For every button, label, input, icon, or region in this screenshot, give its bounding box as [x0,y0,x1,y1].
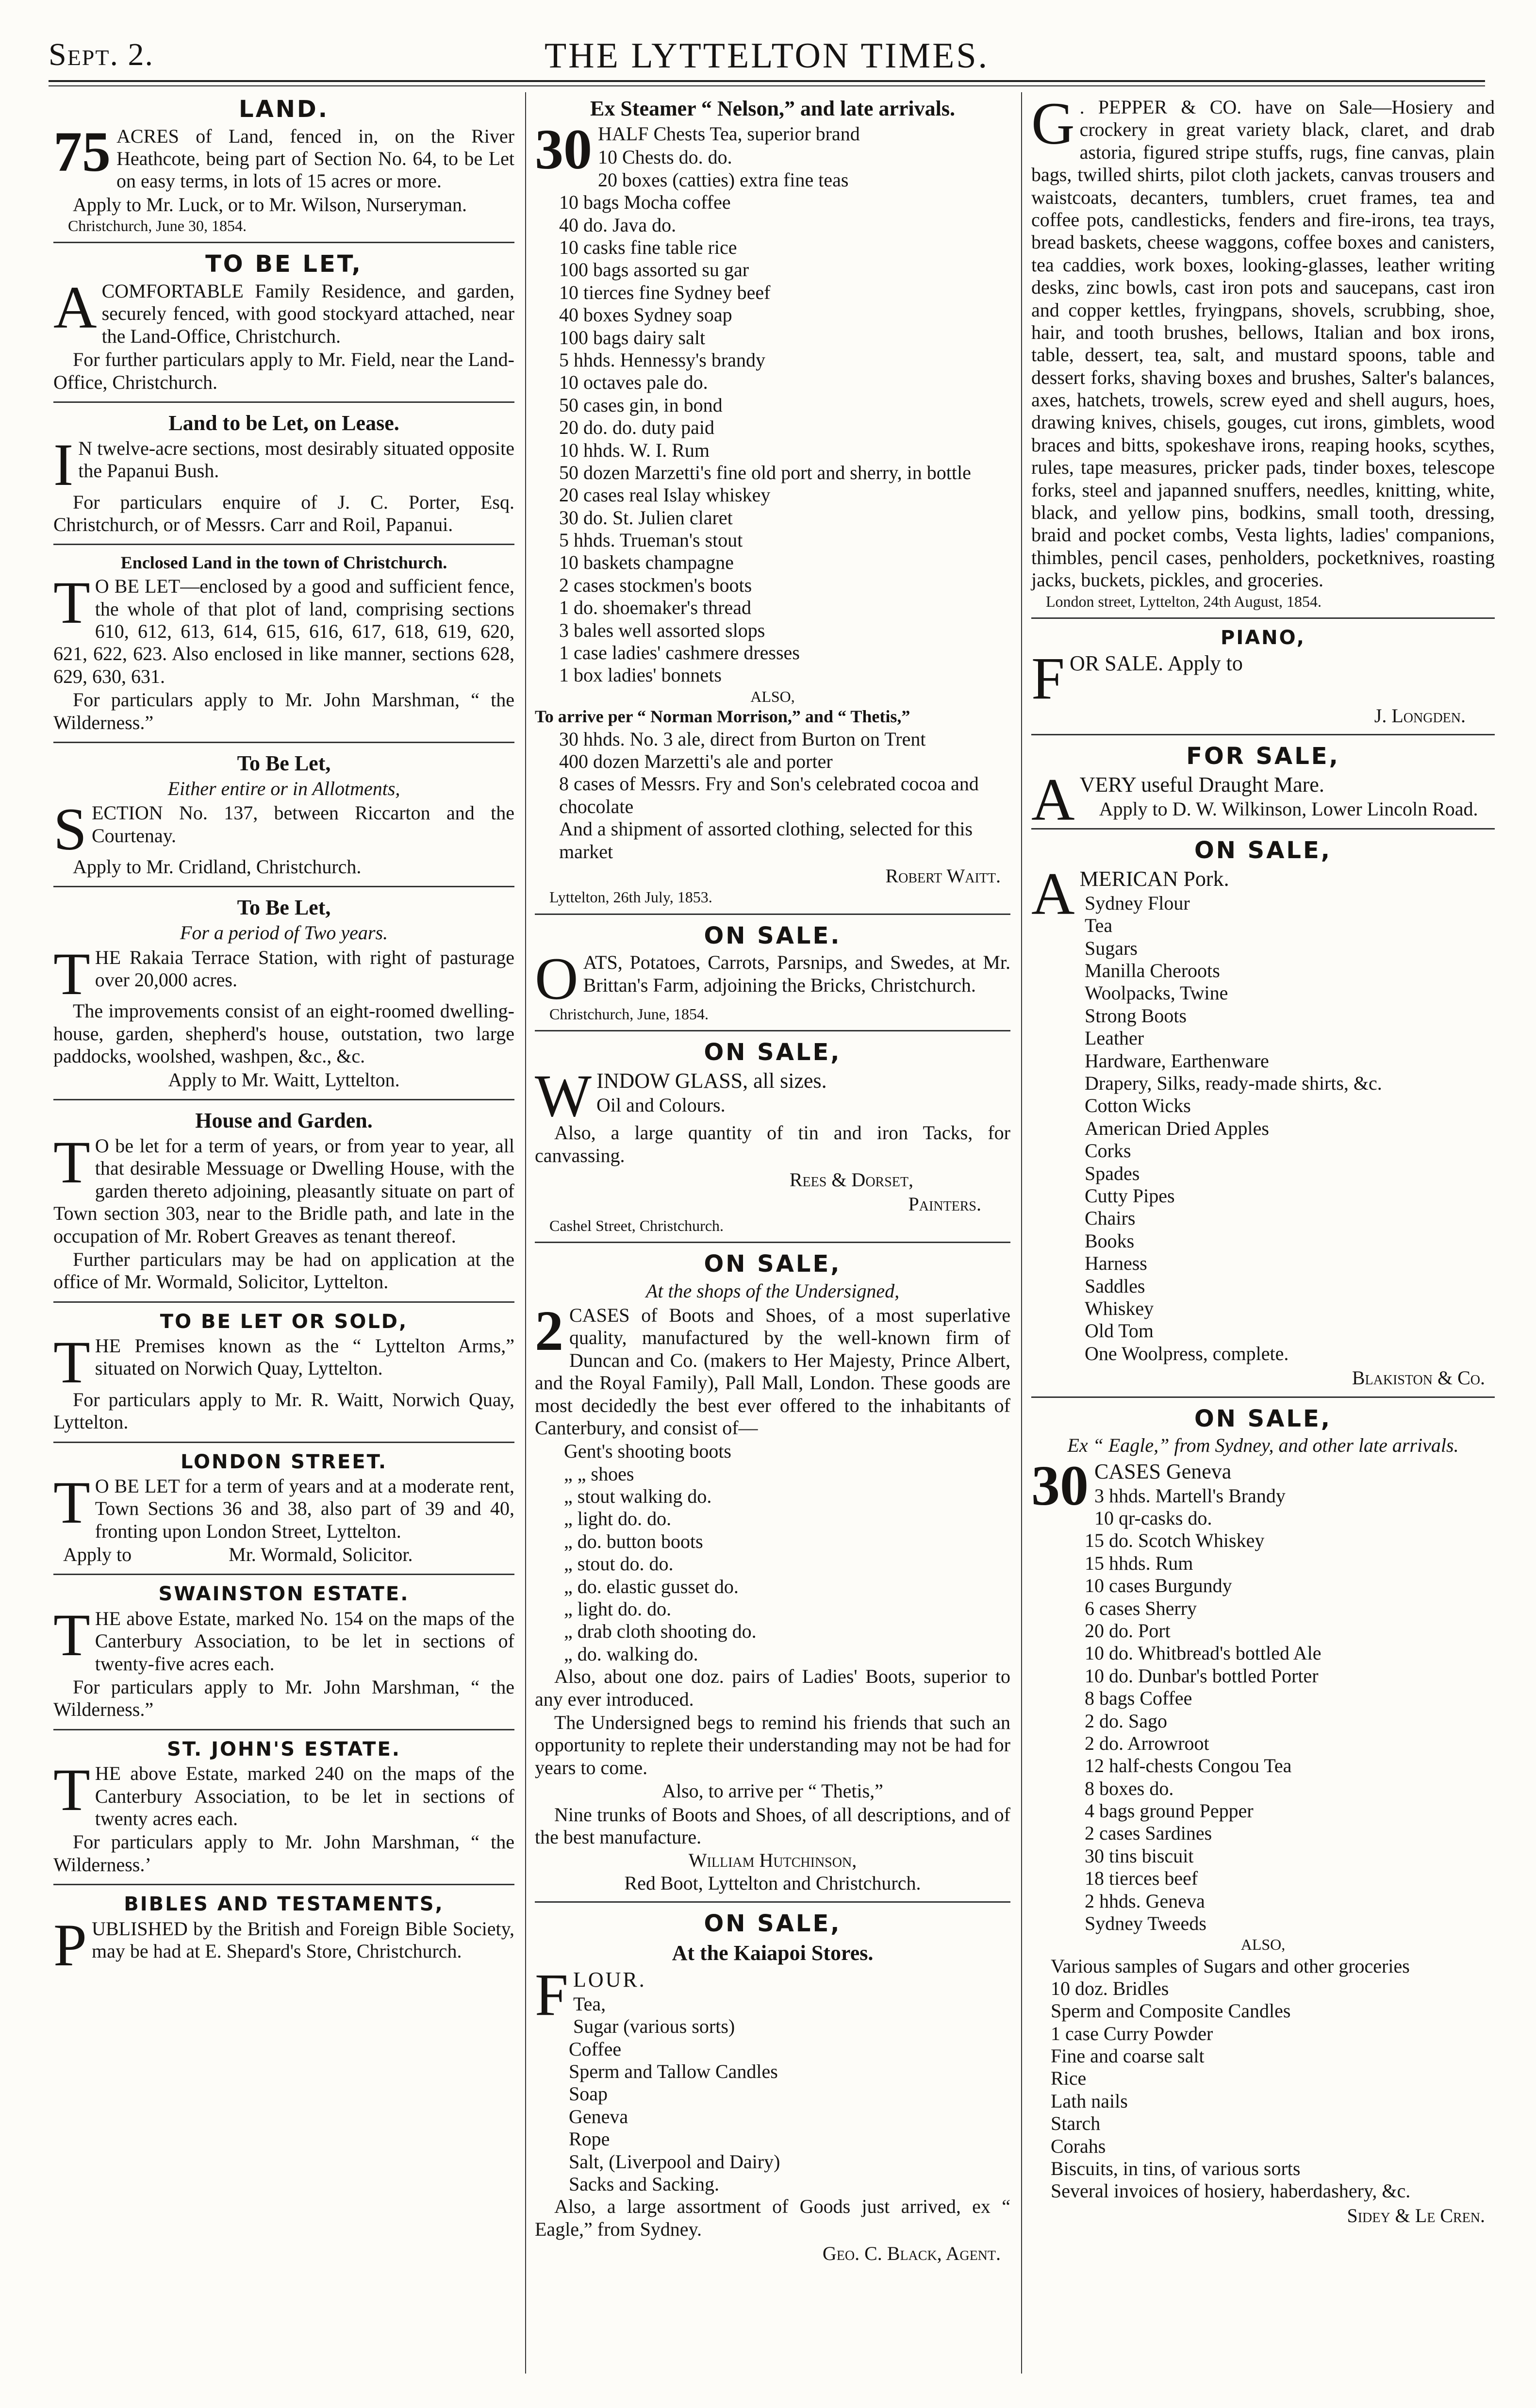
ad-separator [53,401,514,403]
ad-eagle [1031,1402,1495,2232]
list-item: 1 case Curry Powder [1051,2022,1213,2044]
list-item: Chairs [1085,1207,1136,1229]
list-item: 5 hhds. Hennessy's brandy [559,349,765,371]
list-item: Woolpacks, Twine [1085,982,1228,1004]
ad-swainston [53,1579,514,1727]
ad-mare [1031,739,1495,833]
list-item: „ do. elastic gusset do. [564,1575,739,1597]
list-item: 10 do. Dunbar's bottled Porter [1085,1664,1319,1687]
ad-dateline: Lyttelton, 26th July, 1853. [549,888,712,906]
list-item: 10 casks fine table rice [559,236,737,258]
list-item: 50 dozen Marzetti's fine old port and sherry, in bottle [559,461,971,483]
goods-list [1085,892,1495,1365]
ad-body-2: Also, about one doz. pairs of Ladies' Boots, superior to any ever introduced. [535,1665,1010,1710]
ad-oats [535,919,1010,1028]
drop-number: 2 [535,1298,563,1362]
list-item: 50 cases gin, in bond [559,394,723,416]
list-item: Gent's shooting boots [564,1440,731,1462]
list-item: 8 cases of Messrs. Fry and Son's celebrated cocoa and chocolate [559,773,979,817]
list-item: 15 hhds. Rum [1085,1552,1193,1574]
ad-separator [53,544,514,545]
ad-apply: For particulars apply to Mr. John Marshman, “ the Wilderness.’ [53,1831,514,1876]
list-item: 12 half-chests Congou Tea [1085,1755,1292,1777]
ad-body: ATS, Potatoes, Carrots, Parsnips, and Swedes, at Mr. Brittan's Farm, adjoining the Bricks, Christchurch. [583,951,1010,996]
ad-apply: For further particulars apply to Mr. Field, near the Land-Office, Christchurch. [53,349,514,393]
ad-heading: TO BE LET, [205,250,363,278]
ad-piano [1031,623,1495,732]
ad-separator [53,1099,514,1100]
ad-arrive: To arrive per “ Norman Morrison,” and “ Thetis,” [535,706,910,726]
column-1 [53,92,514,1978]
list-item: 10 cases Burgundy [1085,1575,1232,1597]
list-item: 15 do. Scotch Whiskey [1085,1529,1265,1552]
list-item: 1 case ladies' cashmere dresses [559,642,800,664]
list-item: 20 do. do. duty paid [559,416,714,439]
ad-separator [535,1901,1010,1903]
ad-apply: Apply to Mr. Cridland, Christchurch. [73,855,362,878]
list-item: 8 boxes do. [1085,1777,1174,1799]
list-item: 1 do. shoemaker's thread [559,597,751,619]
list-item: 40 boxes Sydney soap [559,304,732,326]
drop-cap: W [535,1062,592,1129]
ad-heading: Land to be Let, on Lease. [168,411,399,435]
ad-to-be-let [53,247,514,399]
ad-body: HE above Estate, marked No. 154 on the maps of the Canterbury Association, to be let in sections of twenty-five acres each. [95,1607,514,1675]
drop-cap: A [1031,766,1075,833]
ad-body-3: The Undersigned begs to remind his friends that such an opportunity to replete their understanding may not be had for years to come. [535,1711,1010,1778]
list-item: Manilla Cheroots [1085,960,1220,982]
ad-signature: Geo. C. Black, Agent. [822,2242,1001,2265]
list-item: Various samples of Sugars and other groceries [1051,1955,1410,1977]
ad-separator [1031,734,1495,735]
drop-cap: S [53,796,87,863]
list-item: Strong Boots [1085,1004,1187,1027]
list-item: Whiskey [1085,1297,1154,1319]
ad-heading: ON SALE, [704,1250,842,1278]
ad-body: HE above Estate, marked 240 on the maps of the Canterbury Association, to be let in sections of twenty acres each. [95,1762,514,1829]
ad-body: INDOW GLASS, all sizes. [596,1068,827,1093]
list-item: „ stout do. do. [564,1553,674,1575]
ad-heading: LONDON STREET. [180,1450,388,1473]
ad-rakaia [53,891,514,1097]
ad-body-2: Also, a large quantity of tin and iron Tacks, for canvassing. [535,1122,1010,1166]
ad-bibles [53,1889,514,1978]
goods-list [1085,1485,1495,1935]
ad-separator [53,242,514,243]
list-item: 400 dozen Marzetti's ale and porter [559,750,833,773]
goods-list [564,1440,1010,1665]
ad-heading: SWAINSTON ESTATE. [158,1583,410,1606]
drop-cap: A [1031,860,1075,927]
list-item: „ „ shoes [564,1462,634,1485]
also-label: ALSO, [1240,1936,1286,1954]
ad-heading: FOR SALE, [1186,743,1340,770]
list-item: Leather [1085,1027,1144,1049]
list-item: 10 baskets champagne [559,551,734,574]
ad-body: COMFORTABLE Family Residence, and garden, securely fenced, with good stockyard attached, near the Land-Office, Christchurch. [101,280,514,347]
ad-signature: Robert Waitt. [885,865,1001,887]
list-item: Rope [569,2128,610,2150]
ad-heading: ON SALE, [1194,837,1332,864]
list-item: Harness [1085,1252,1147,1275]
ad-apply: For particulars apply to Mr. John Marshman, “ the Wilderness.” [53,689,514,733]
ad-separator [1031,617,1495,619]
ad-signature: Sidey & Le Cren. [1347,2204,1485,2226]
ad-dateline: Cashel Street, Christchurch. [549,1216,724,1234]
ad-land [53,92,514,240]
list-item: „ do. button boots [564,1530,703,1552]
list-item: 20 cases real Islay whiskey [559,484,771,506]
list-item: „ light do. do. [564,1598,672,1620]
drop-cap: T [53,569,90,636]
ad-dateline: Christchurch, June, 1854. [549,1005,709,1023]
ad-apply-name: Mr. Wormald, Solicitor. [229,1544,413,1566]
ad-apply: Apply to Mr. Luck, or to Mr. Wilson, Nurseryman. [73,193,467,216]
list-item: Cutty Pipes [1085,1184,1175,1207]
drop-cap: F [535,1961,568,2028]
ad-apply: For particulars enquire of J. C. Porter, Esq. Christchurch, or of Messrs. Carr and Roil, Papanui. [53,491,514,536]
ad-heading: ST. JOHN'S ESTATE. [167,1738,401,1760]
ad-land-lease [53,407,514,542]
ad-subheading: At the Kaiapoi Stores. [672,1941,874,1965]
ad-heading: TO BE LET OR SOLD, [160,1310,408,1333]
list-item: Sydney Tweeds [1085,1912,1206,1935]
list-item: 10 doz. Bridles [1051,1977,1169,1999]
drop-cap: T [53,940,90,1007]
ad-signature-2: Painters. [908,1193,981,1215]
ad-heading: House and Garden. [195,1108,373,1132]
goods-list-2 [1051,1955,1495,2203]
goods-list-2 [559,728,1010,863]
drop-cap: T [53,1329,90,1396]
list-item: 4 bags ground Pepper [1085,1800,1254,1822]
ad-first-line: MERICAN Pork. [1079,866,1229,891]
list-item: Sperm and Tallow Candles [569,2060,778,2082]
list-item: „ drab cloth shooting do. [564,1620,757,1643]
ad-separator [53,886,514,887]
ad-signature: William Hutchinson, [688,1849,857,1872]
ad-body: N twelve-acre sections, most desirably situated opposite the Papanui Bush. [78,437,514,482]
ad-heading: BIBLES AND TESTAMENTS, [124,1893,444,1916]
ad-nelson [535,92,1010,912]
list-item: Starch [1051,2112,1101,2135]
column-2 [535,92,1010,2270]
ad-apply: For particulars apply to Mr. John Marshman, “ the Wilderness.” [53,1676,514,1721]
ad-kaiapoi [535,1907,1010,2270]
list-item: Tea [1085,914,1113,937]
ad-subheading: At the shops of the Undersigned, [645,1279,900,1302]
list-item: Books [1085,1229,1135,1252]
ad-dateline: Christchurch, June 30, 1854. [68,217,247,235]
list-item: Sacks and Sacking. [569,2173,719,2195]
masthead-rule-thin [49,85,1485,86]
list-item: Saddles [1085,1275,1145,1297]
list-item: 10 octaves pale do. [559,371,708,394]
ad-boots [535,1247,1010,1899]
drop-cap: T [53,1469,90,1536]
drop-cap: P [53,1911,87,1978]
ad-enclosed-land [53,549,514,739]
list-item: Biscuits, in tins, of various sorts [1051,2158,1301,2180]
list-item: Fine and coarse salt [1051,2045,1205,2067]
ad-body: OR SALE. Apply to [1069,651,1243,676]
ad-first-line: CASES Geneva [1094,1459,1232,1483]
list-item: Sugar (various sorts) [573,2015,735,2038]
drop-cap: G [1031,90,1075,157]
list-item: American Dried Apples [1085,1117,1269,1139]
issue-date: Sept. 2. [49,37,154,72]
list-item: 2 cases stockmen's boots [559,574,752,596]
ad-body-4: Nine trunks of Boots and Shoes, of all descriptions, and of the best manufacture. [535,1803,1010,1848]
list-item: Corahs [1051,2135,1106,2157]
list-item: One Woolpress, complete. [1085,1342,1289,1364]
ad-house-garden [53,1104,514,1299]
ad-body: VERY useful Draught Mare. [1079,772,1324,797]
ad-separator [1031,1396,1495,1398]
ad-signature-2: Red Boot, Lyttelton and Christchurch. [624,1872,921,1894]
ad-subheading: Ex “ Eagle,” from Sydney, and other late arrivals. [1067,1434,1459,1457]
ad-heading: ON SALE, [704,1910,842,1938]
ad-section-137 [53,747,514,884]
drop-cap: I [53,432,74,498]
list-item: Several invoices of hosiery, haberdashery, &c. [1051,2180,1411,2202]
ad-body-2: The improvements consist of an eight-roomed dwelling-house, garden, shepherd's house, outstation, two large paddocks, woolshed, washpen, &c., &c. [53,1000,514,1067]
ad-separator [53,1301,514,1303]
also-label: ALSO, [750,687,795,705]
list-item: Rice [1051,2067,1087,2090]
ad-body: . PEPPER & CO. have on Sale—Hosiery and crockery in great variety black, claret, and drab astoria, figured stripe stuffs, rugs, fine canvas, plain bags, twilled shirts, pilot cloth jackets, canvas trousers and waistcoats, decanters, tumblers, cruet frames, tea and coffee pots, candlesticks, fenders and fire-irons, tea trays, bread baskets, cheese waggons, coffee boxes and canisters, tea caddies, work boxes, looking-glasses, leather writing desks, zinc bowls, cast iron pots and saucepans, cast iron and copper kettles, fryingpans, shovels, scrubbing, shoe, hair, and tooth brushes, bellows, Italian and box irons, table, dessert, tea, salt, and mustard spoons, table and dessert forks, shaving boxes and brushes, Salter's balances, axes, hatchets, trowels, screw eyed and shell augurs, hoes, drawing knives, chisels, gouges, cut irons, gimblets, wood braces and bitts, spokeshave irons, reaping hooks, scythes, rules, tape measures, pricker pads, tinder boxes, telescope forks, steel and japanned snuffers, needles, knitting, white, black, and yellow pins, bodkins, small tooth, dressing, braid and pocket combs, Vesta lights, ladies' companions, thimbles, pencil cases, penholders, pocketknives, roasting jacks, buckets, pickles, and groceries. [1031,96,1495,591]
ad-heading: PIANO, [1221,626,1305,649]
ad-heading: To Be Let, [237,896,331,920]
drop-number: 30 [1031,1453,1089,1517]
list-item: Spades [1085,1162,1140,1184]
list-item: Drapery, Silks, ready-made shirts, &c. [1085,1072,1382,1095]
drop-cap: F [1031,645,1065,712]
list-item: 100 bags dairy salt [559,326,706,349]
ad-heading: Ex Steamer “ Nelson,” and late arrivals. [590,97,956,120]
ad-separator [53,1729,514,1730]
ad-separator [1031,828,1495,830]
drop-number: 30 [535,117,592,182]
list-item: 3 hhds. Martell's Brandy [1094,1484,1286,1507]
ad-apply-label: Apply to [63,1544,132,1566]
list-item: Sydney Flour [1085,892,1190,914]
list-item: 3 bales well assorted slops [559,619,765,641]
list-item: 1 box ladies' bonnets [559,664,722,686]
drop-cap: O [535,946,578,1013]
list-item: Salt, (Liverpool and Dairy) [569,2150,780,2173]
list-item: Old Tom [1085,1320,1154,1342]
ad-body: O BE LET—enclosed by a good and sufficient fence, the whole of that plot of land, comprising sections 610, 612, 613, 614, 615, 616, 617, 618, 619, 620, 621, 622, 623. Also enclosed in like manner, sections 628, 629, 630, 631. [53,575,514,687]
ad-separator [53,1574,514,1575]
drop-cap: T [53,1601,90,1668]
list-item: Hardware, Earthenware [1085,1049,1269,1072]
ad-pepper [1031,92,1495,615]
list-item: And a shipment of assorted clothing, selected for this market [559,818,973,863]
ad-separator [535,1242,1010,1243]
ad-apply: Further particulars may be had on application at the office of Mr. Wormald, Solicitor, Lyttelton. [53,1248,514,1293]
ad-signature: Rees & Dorset, [789,1168,913,1191]
list-item: „ do. walking do. [564,1643,698,1665]
ad-heading: ON SALE, [704,1038,842,1066]
ad-body: ACRES of Land, fenced in, on the River Heathcote, being part of Section No. 64, to be Let on easy terms, in lots of 15 acres or more. [116,125,514,192]
column-rule-1 [525,92,526,2374]
list-item: 10 hhds. W. I. Rum [559,439,710,461]
list-item: 8 bags Coffee [1085,1687,1192,1710]
list-item: Soap [569,2083,608,2105]
ad-apply: For particulars apply to Mr. R. Waitt, Norwich Quay, Lyttelton. [53,1388,514,1433]
list-item: Sperm and Composite Candles [1051,2000,1291,2022]
list-item: 10 Chests do. do. [598,146,732,168]
list-item: Coffee [569,2038,622,2060]
ad-heading: LAND. [239,96,329,123]
list-item: 5 hhds. Trueman's stout [559,529,743,551]
list-item: 100 bags assorted su gar [559,259,749,281]
list-item: 30 tins biscuit [1085,1844,1194,1867]
ad-separator [53,742,514,743]
drop-cap: T [53,1129,90,1196]
ad-london-street [53,1447,514,1572]
list-item: 30 hhds. No. 3 ale, direct from Burton on Trent [559,728,926,750]
ad-separator [53,1884,514,1885]
ad-body: O be let for a term of years, or from year to year, all that desirable Messuage or Dwelling House, with the garden thereto adjoining, pleasantly situate on part of Town section 303, near to the Bridle path, and late in the occupation of Mr. Robert Greaves as tenant thereof. [53,1134,514,1247]
ad-st-johns [53,1734,514,1882]
ad-first-line: LOUR. [573,1967,646,1992]
list-item: 20 do. Port [1085,1619,1171,1642]
list-item: 18 tierces beef [1085,1867,1198,1890]
ad-american [1031,833,1495,1394]
drop-number: 75 [53,119,111,183]
ad-heading: ON SALE, [1194,1405,1332,1432]
ad-body: O BE LET for a term of years and at a moderate rent, Town Sections 36 and 38, also part of 39 and 40, fronting upon London Street, Lyttelton. [95,1475,514,1542]
ad-subline: Oil and Colours. [596,1094,726,1116]
drop-cap: A [53,274,97,341]
ad-body: HE Rakaia Terrace Station, with right of pasturage over 20,000 acres. [95,946,514,991]
list-item: 30 do. St. Julien claret [559,506,733,529]
list-item: Geneva [569,2105,628,2127]
ad-body: Also, a large assortment of Goods just arrived, ex “ Eagle,” from Sydney. [535,2195,1010,2240]
ad-heading: To Be Let, [237,751,331,775]
column-rule-2 [1021,92,1022,2374]
ad-signature: Blakiston & Co. [1352,1367,1485,1389]
ad-separator [53,1442,514,1443]
ad-let-or-sold [53,1307,514,1440]
ad-body: ECTION No. 137, between Riccarton and the Courtenay. [91,802,514,847]
list-item: Sugars [1085,937,1138,959]
list-item: 10 qr-casks do. [1094,1507,1212,1529]
column-3 [1031,92,1495,2232]
ad-signature: J. Longden. [1374,704,1466,727]
ad-body: CASES of Boots and Shoes, of a most superlative quality, manufactured by the well-known firm of Duncan and Co. (makers to Her Majesty, Prince Albert, and the Royal Family), Pall Mall, London. These goods are most decidedly the best ever offered to the inhabitants of Canterbury, and consist of— [535,1304,1010,1439]
ad-heading: Enclosed Land in the town of Christchurch. [120,553,447,573]
list-item: Cotton Wicks [1085,1095,1191,1117]
ad-first-line: HALF Chests Tea, superior brand [598,123,860,145]
list-item: Corks [1085,1140,1131,1162]
ad-window-glass [535,1035,1010,1240]
ad-dateline: London street, Lyttelton, 24th August, 1854. [1046,592,1321,610]
goods-list [559,146,1010,686]
list-item: Tea, [573,1993,606,2015]
newspaper-title: THE LYTTELTON TIMES. [544,36,989,76]
list-item: 10 tierces fine Sydney beef [559,281,771,303]
list-item: 6 cases Sherry [1085,1597,1197,1619]
list-item: 2 do. Sago [1085,1710,1167,1732]
list-item: 40 do. Java do. [559,214,677,236]
list-item: „ stout walking do. [564,1485,712,1508]
list-item: Lath nails [1051,2090,1128,2112]
goods-list [569,1993,1010,2196]
masthead [49,36,1485,85]
ad-subheading: Either entire or in Allotments, [167,777,400,799]
ad-subheading: For a period of Two years. [180,922,388,944]
list-item: 10 do. Whitbread's bottled Ale [1085,1642,1321,1664]
ad-apply: Apply to D. W. Wilkinson, Lower Lincoln Road. [1099,797,1478,820]
ad-body: HE Premises known as the “ Lyttelton Arms,” situated on Norwich Quay, Lyttelton. [95,1335,514,1379]
ad-heading: ON SALE. [704,922,842,949]
ad-separator [535,913,1010,915]
list-item: 2 do. Arrowroot [1085,1732,1209,1754]
list-item: 10 bags Mocha coffee [559,191,731,214]
list-item: „ light do. do. [564,1508,672,1530]
list-item: 2 hhds. Geneva [1085,1890,1205,1912]
masthead-rule [49,80,1485,82]
ad-separator [535,1030,1010,1031]
list-item: 20 boxes (catties) extra fine teas [598,168,849,191]
ad-body: UBLISHED by the British and Foreign Bible Society, may be had at E. Shepard's Store, Christchurch. [91,1917,514,1962]
drop-cap: T [53,1757,90,1824]
ad-apply: Apply to Mr. Waitt, Lyttelton. [168,1068,400,1091]
ad-arrive: Also, to arrive per “ Thetis,” [662,1780,883,1802]
list-item: 2 cases Sardines [1085,1822,1212,1844]
